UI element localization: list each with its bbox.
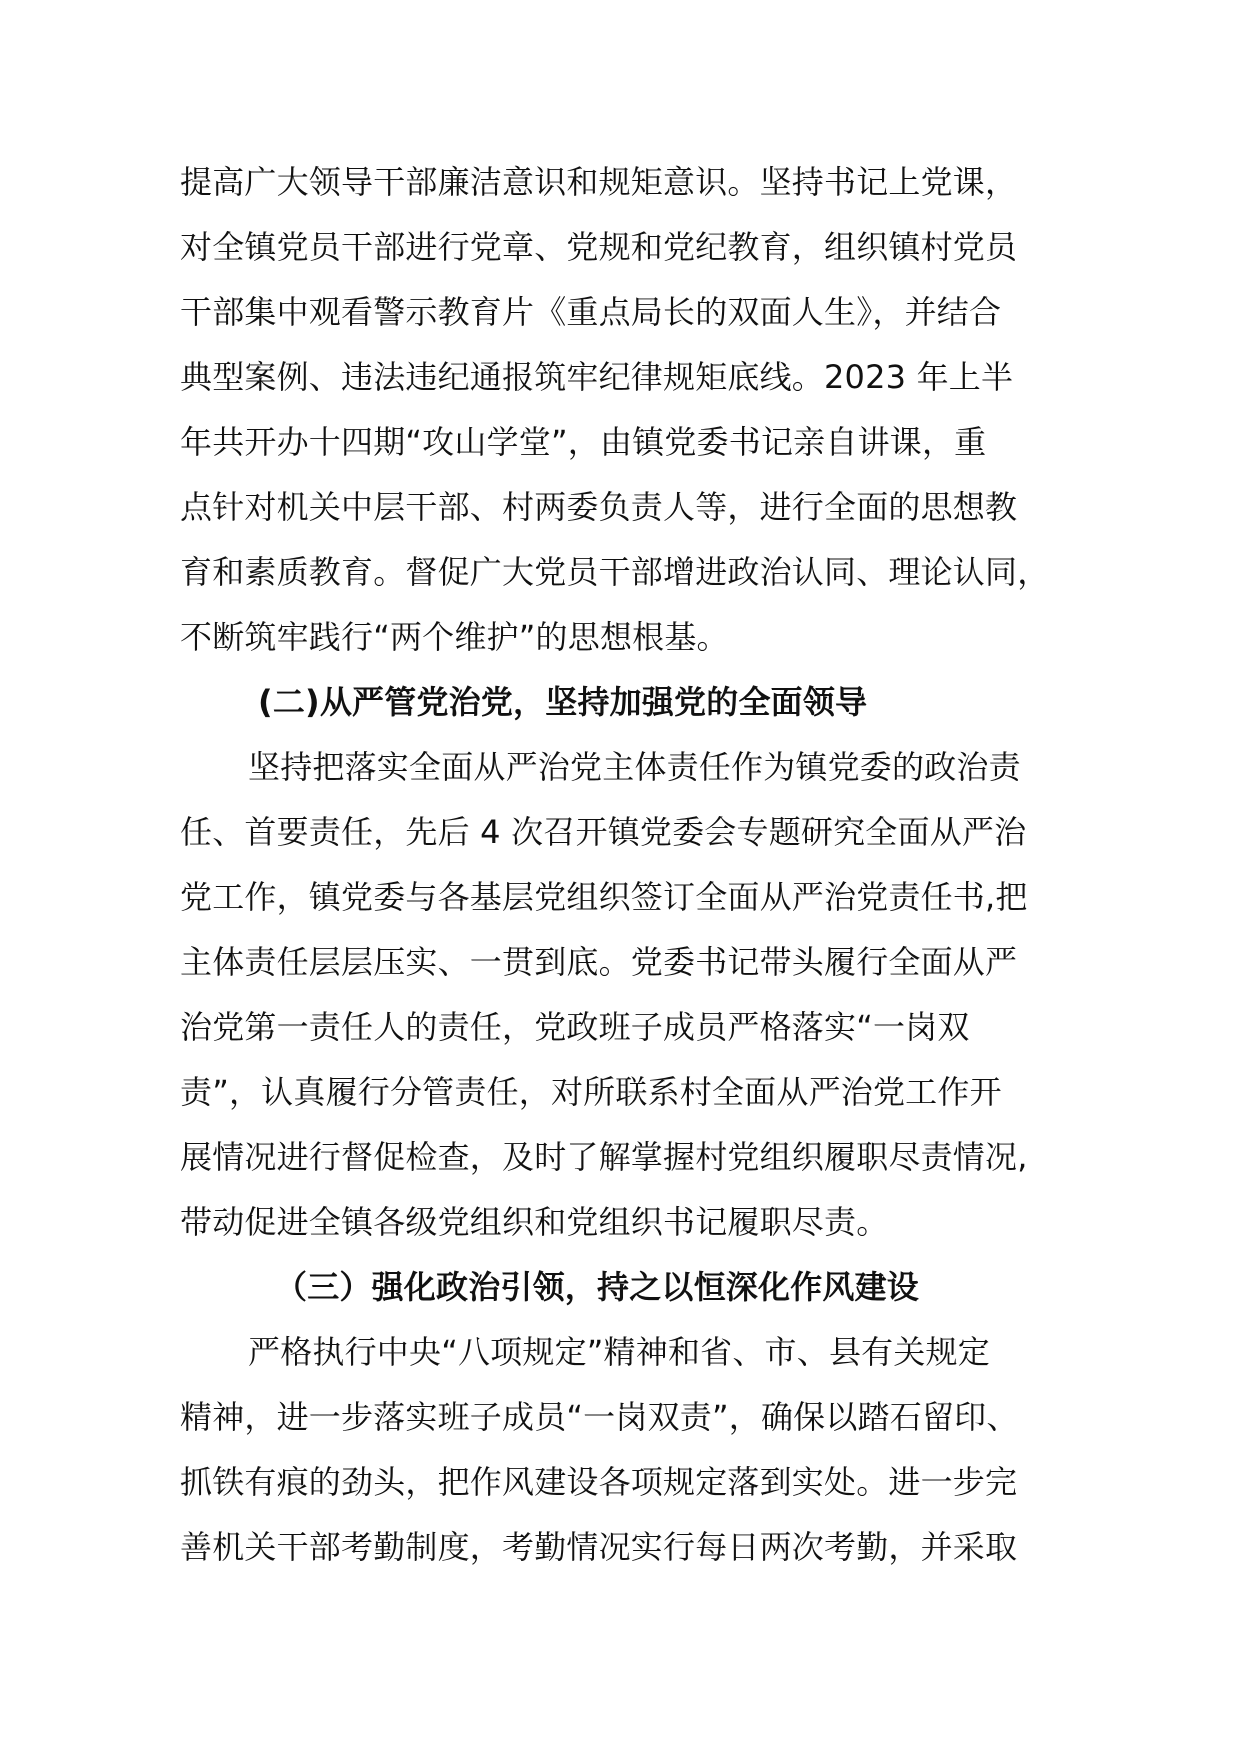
paragraph-line: 对全镇党员干部进行党章、党规和党纪教育，组织镇村党员 bbox=[180, 228, 1018, 266]
section-heading-3: （三）强化政治引领，持之以恒深化作风建设 bbox=[275, 1268, 920, 1306]
paragraph-line: 主体责任层层压实、一贯到底。党委书记带头履行全面从严 bbox=[180, 943, 1018, 981]
paragraph-line: 展情况进行督促检查，及时了解掌握村党组织履职尽责情况, bbox=[180, 1138, 1028, 1176]
paragraph-line: 年共开办十四期“攻山学堂”，由镇党委书记亲自讲课，重 bbox=[180, 423, 987, 461]
paragraph-line: 点针对机关中层干部、村两委负责人等，进行全面的思想教 bbox=[180, 488, 1018, 526]
paragraph-line: 善机关干部考勤制度，考勤情况实行每日两次考勤，并采取 bbox=[180, 1528, 1018, 1566]
paragraph-line: 治党第一责任人的责任，党政班子成员严格落实“一岗双 bbox=[180, 1008, 970, 1046]
paragraph-line: 干部集中观看警示教育片《重点局长的双面人生》，并结合 bbox=[180, 293, 1002, 331]
paragraph-line: 精神，进一步落实班子成员“一岗双责”，确保以踏石留印、 bbox=[180, 1398, 1019, 1436]
paragraph-line: 抓铁有痕的劲头，把作风建设各项规定落到实处。进一步完 bbox=[180, 1463, 1018, 1501]
paragraph-line: 党工作，镇党委与各基层党组织签订全面从严治党责任书,把 bbox=[180, 878, 1028, 916]
paragraph-line: 育和素质教育。督促广大党员干部增进政治认同、理论认同， bbox=[180, 553, 1050, 591]
document-body bbox=[180, 150, 1080, 1580]
paragraph-line: 坚持把落实全面从严治党主体责任作为镇党委的政治责 bbox=[248, 748, 1021, 786]
paragraph-line: 带动促进全镇各级党组织和党组织书记履职尽责。 bbox=[180, 1203, 889, 1241]
paragraph-line: 严格执行中央“八项规定”精神和省、市、县有关规定 bbox=[248, 1333, 990, 1371]
paragraph-line: 提高广大领导干部廉洁意识和规矩意识。坚持书记上党课， bbox=[180, 163, 1018, 201]
section-heading-2: (二)从严管党治党，坚持加强党的全面领导 bbox=[258, 683, 868, 721]
paragraph-line: 不断筑牢践行“两个维护”的思想根基。 bbox=[180, 618, 729, 656]
paragraph-line: 任、首要责任，先后 4 次召开镇党委会专题研究全面从严治 bbox=[180, 813, 1027, 851]
paragraph-line: 责”，认真履行分管责任，对所联系村全面从严治党工作开 bbox=[180, 1073, 1002, 1111]
paragraph-line: 典型案例、违法违纪通报筑牢纪律规矩底线。2023 年上半 bbox=[180, 358, 1014, 396]
